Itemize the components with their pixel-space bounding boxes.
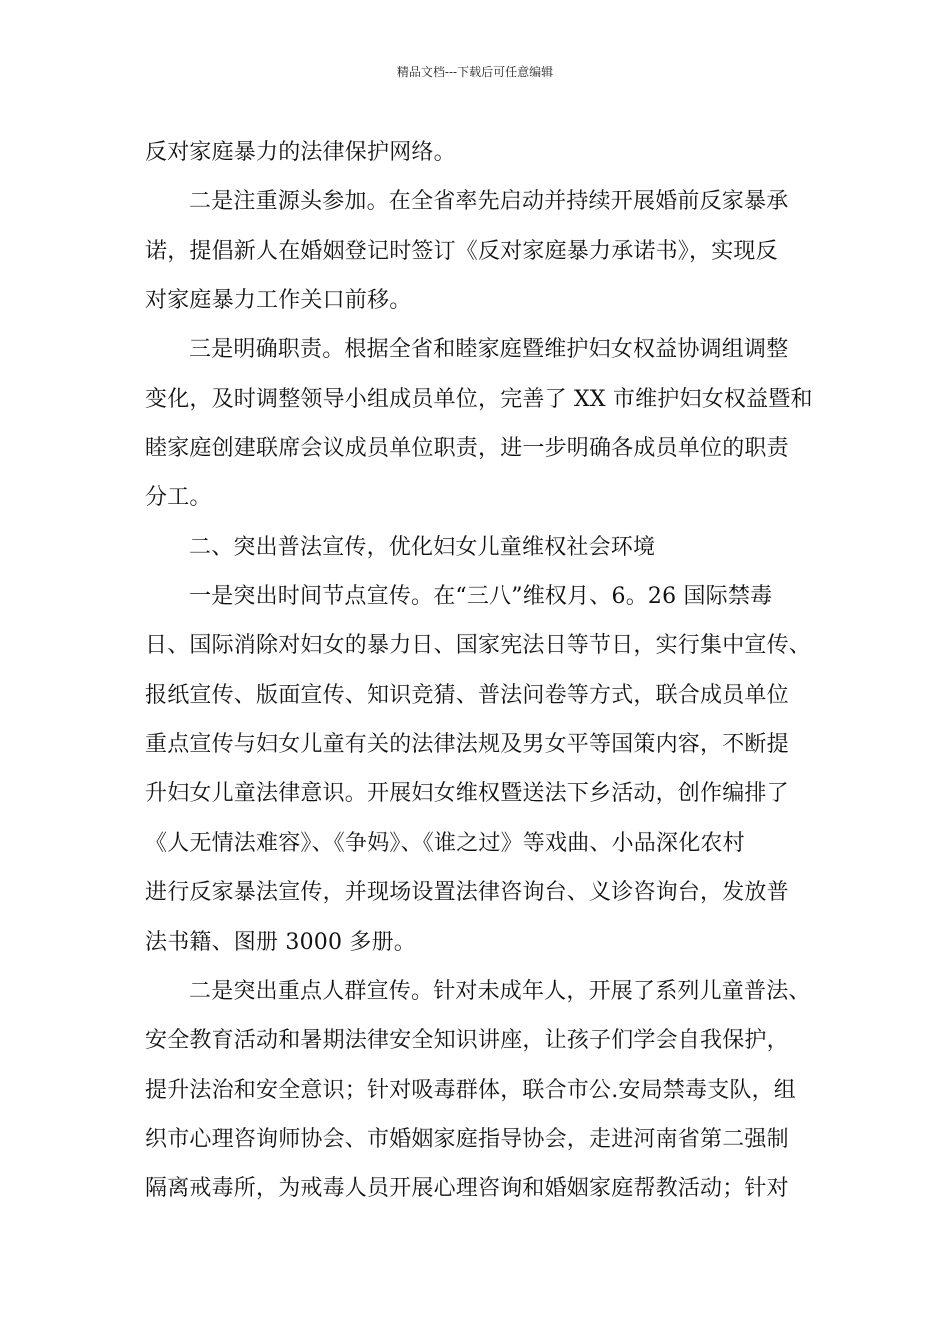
text-line: 升妇女儿童法律意识。开展妇女维权暨送法下乡活动，创作编排了 bbox=[145, 781, 789, 807]
text-line: 进行反家暴法宣传，并现场设置法律咨询台、义诊咨询台，发放普 bbox=[145, 880, 789, 906]
text-line: 对家庭暴力工作关口前移。 bbox=[145, 288, 412, 314]
page-header: 精品文档---下载后可任意编辑 bbox=[396, 65, 554, 79]
document-body bbox=[145, 128, 813, 1214]
text-line: 隔离戒毒所，为戒毒人员开展心理咨询和婚姻家庭帮教活动；针对 bbox=[145, 1176, 789, 1202]
text-line: 重点宣传与妇女儿童有关的法律法规及男女平等国策内容，不断提 bbox=[145, 732, 789, 758]
paragraph-first-line: 三是明确职责。根据全省和睦家庭暨维护妇女权益协调组调整 bbox=[189, 337, 789, 363]
paragraph-first-line: 二是突出重点人群宣传。针对未成年人，开展了系列儿童普法、 bbox=[189, 978, 811, 1004]
section-heading: 二、突出普法宣传，优化妇女儿童维权社会环境 bbox=[189, 534, 656, 560]
text-line: 变化，及时调整领导小组成员单位，完善了 XX 市维护妇女权益暨和 bbox=[145, 386, 813, 412]
paragraph-first-line: 二是注重源头参加。在全省率先启动并持续开展婚前反家暴承 bbox=[189, 189, 789, 215]
text-line: 法书籍、图册 3000 多册。 bbox=[145, 929, 416, 955]
text-line: 报纸宣传、版面宣传、知识竞猜、普法问卷等方式，联合成员单位 bbox=[145, 682, 789, 708]
text-line: 诺，提倡新人在婚姻登记时签订《反对家庭暴力承诺书》，实现反 bbox=[145, 238, 778, 264]
text-line: 反对家庭暴力的法律保护网络。 bbox=[145, 140, 456, 165]
paragraph-first-line: 一是突出时间节点宣传。在“三八”维权月、6。26 国际禁毒 bbox=[189, 584, 773, 610]
text-line: 织市心理咨询师协会、市婚姻家庭指导协会，走进河南省第二强制 bbox=[145, 1126, 789, 1152]
text-line: 睦家庭创建联席会议成员单位职责，进一步明确各成员单位的职责 bbox=[145, 436, 789, 462]
text-line: 日、国际消除对妇女的暴力日、国家宪法日等节日，实行集中宣传、 bbox=[145, 633, 812, 659]
text-line: 安全教育活动和暑期法律安全知识讲座，让孩子们学会自我保护， bbox=[145, 1028, 789, 1054]
text-line: 提升法治和安全意识；针对吸毒群体，联合市公.安局禁毒支队，组 bbox=[145, 1077, 796, 1103]
text-line: 分工。 bbox=[145, 485, 212, 511]
text-line: 《人无情法难容》、《争妈》、《谁之过》等戏曲、小品深化农村 bbox=[145, 830, 745, 856]
